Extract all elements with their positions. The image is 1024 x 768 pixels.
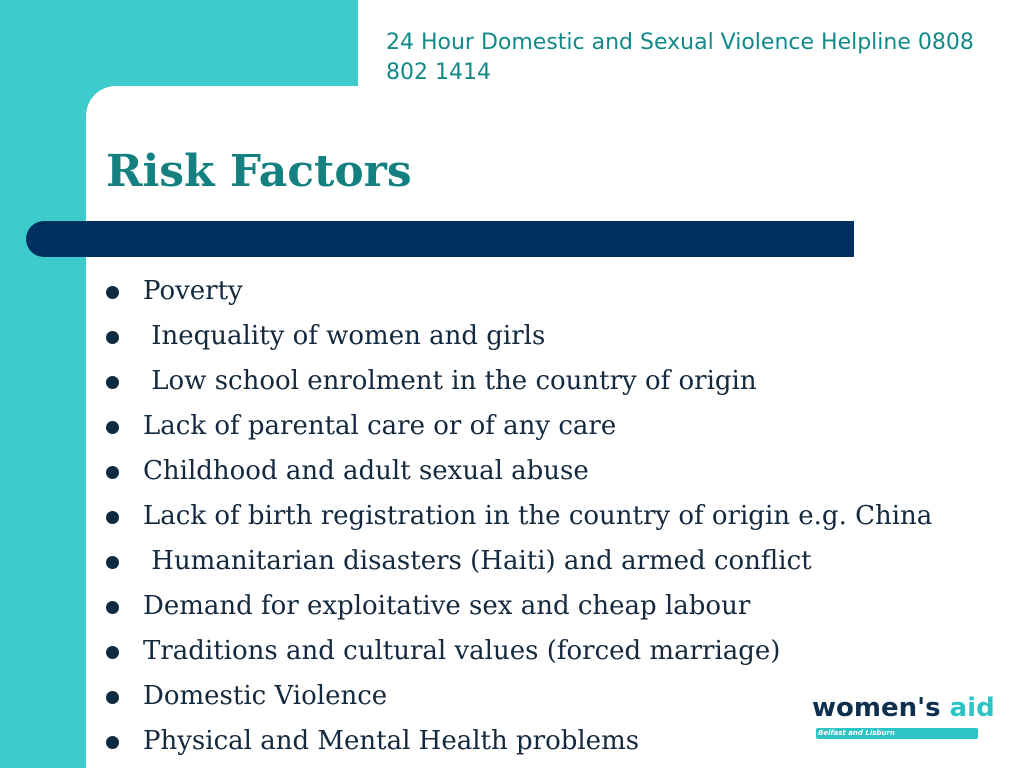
bullet-icon	[106, 286, 119, 299]
list-item	[104, 540, 1004, 585]
list-item	[104, 315, 1004, 360]
bullet-icon	[106, 331, 119, 344]
bullet-icon	[106, 691, 119, 704]
list-item	[104, 495, 1004, 540]
list-item-text: Poverty	[143, 276, 243, 306]
list-item-text: Lack of parental care or of any care	[143, 411, 617, 441]
title-underline-bar	[26, 221, 854, 257]
list-item-text: Inequality of women and girls	[143, 321, 546, 351]
list-item-text: Humanitarian disasters (Haiti) and armed conflict	[143, 546, 812, 576]
bullet-icon	[106, 556, 119, 569]
list-item	[104, 270, 1004, 315]
list-item-text: Demand for exploitative sex and cheap labour	[143, 591, 751, 621]
list-item	[104, 360, 1004, 405]
list-item-text: Low school enrolment in the country of origin	[143, 366, 757, 396]
list-item-text: Domestic Violence	[143, 681, 388, 711]
bullet-icon	[106, 421, 119, 434]
list-item-text: Lack of birth registration in the country of origin e.g. China	[143, 501, 933, 531]
bullet-icon	[106, 646, 119, 659]
list-item-text: Physical and Mental Health problems	[143, 726, 640, 756]
logo-name-part1: women's	[812, 693, 941, 723]
list-item	[104, 585, 1004, 630]
bullet-icon	[106, 601, 119, 614]
list-item	[104, 630, 1004, 675]
helpline-text: 24 Hour Domestic and Sexual Violence Helpline 0808 802 1414	[386, 30, 974, 85]
list-item-text: Traditions and cultural values (forced marriage)	[143, 636, 781, 666]
bullet-icon	[106, 511, 119, 524]
womens-aid-logo	[812, 688, 995, 752]
list-item-text: Childhood and adult sexual abuse	[143, 456, 589, 486]
list-item	[104, 405, 1004, 450]
list-item	[104, 450, 1004, 495]
slide-title: Risk Factors	[106, 146, 412, 197]
logo-name-part2: aid	[940, 693, 995, 723]
bullet-icon	[106, 376, 119, 389]
bullet-icon	[106, 736, 119, 749]
bullet-icon	[106, 466, 119, 479]
logo-wordmark	[812, 688, 995, 728]
logo-subtitle: Belfast and Lisburn	[818, 729, 895, 737]
